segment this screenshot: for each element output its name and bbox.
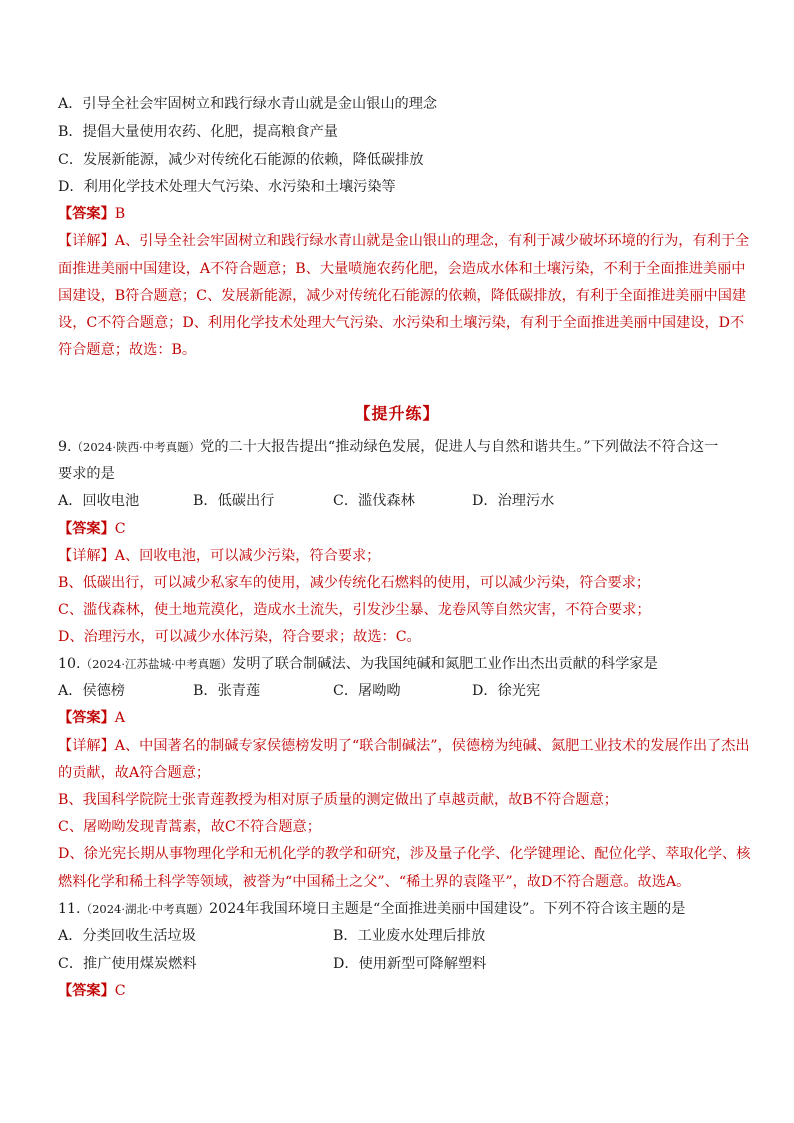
- q8-detail-line: 面推进美丽中国建设，A不符合题意；B、大量喷施农药化肥，会造成水体和土壤污染，不利于全面推进美丽中: [58, 261, 746, 277]
- answer-tag: 【答案】: [58, 983, 115, 999]
- q10-detail-line: 燃料化学和稀土科学等领域，被誉为“中国稀土之父”、“稀土界的袁隆平”，故D不符合题意。故选A。: [58, 874, 691, 890]
- question-number: 9.: [58, 439, 72, 455]
- answer-value: C: [114, 521, 126, 537]
- answer-tag: 【答案】: [58, 521, 115, 537]
- q9-option-b: B．低碳出行: [193, 493, 275, 509]
- question-number: 11.: [58, 901, 81, 917]
- q9-answer: [58, 520, 126, 538]
- q10-stem: [58, 655, 658, 673]
- q10-detail-line: 的贡献，故A符合题意；: [58, 765, 211, 781]
- q10-option-a: A．侯德榜: [58, 683, 125, 699]
- q8-answer: [58, 205, 125, 223]
- q9-detail-line: B、低碳出行，可以减少私家车的使用，减少传统化石燃料的使用，可以减少污染，符合要求；: [58, 575, 651, 591]
- question-stem: 2024年我国环境日主题是“全面推进美丽中国建设”。下列不符合该主题的是: [209, 901, 686, 917]
- q10-answer: [58, 709, 125, 727]
- q9-detail-line: D、治理污水，可以减少水体污染，符合要求；故选：C。: [58, 629, 421, 645]
- q9-detail-line: 【详解】A、回收电池，可以减少污染，符合要求；: [58, 548, 381, 564]
- q10-detail-line: C、屠呦呦发现青蒿素，故C不符合题意；: [58, 819, 321, 835]
- q11-option-a: A．分类回收生活垃圾: [58, 928, 196, 944]
- q10-option-b: B．张青莲: [193, 683, 261, 699]
- q9-stem-cont: 要求的是: [58, 466, 115, 482]
- q10-detail-line: B、我国科学院院士张青莲教授为相对原子质量的测定做出了卓越贡献，故B不符合题意；: [58, 792, 618, 808]
- question-source: （2024·江苏盐城·中考真题）: [80, 657, 233, 671]
- q9-stem: [58, 438, 718, 456]
- q8-option-a: A．引导全社会牢固树立和践行绿水青山就是金山银山的理念: [58, 96, 438, 112]
- section-title: 【提升练】: [354, 404, 440, 423]
- q10-detail-line: D、徐光宪长期从事物理化学和无机化学的教学和研究，涉及量子化学、化学键理论、配位化学、萃取化学、核: [58, 846, 751, 862]
- q9-option-c: C．滥伐森林: [333, 493, 415, 509]
- q9-detail-line: C、滥伐森林，使土地荒漠化，造成水土流失，引发沙尘暴、龙卷风等自然灾害，不符合要求；: [58, 602, 651, 618]
- answer-tag: 【答案】: [58, 710, 115, 726]
- q11-option-c: C．推广使用煤炭燃料: [58, 956, 197, 972]
- q11-option-b: B．工业废水处理后排放: [333, 928, 486, 944]
- q8-detail-line: 符合题意；故选：B。: [58, 342, 197, 358]
- q11-stem: [58, 900, 685, 918]
- q8-option-b: B．提倡大量使用农药、化肥，提高粮食产量: [58, 124, 338, 140]
- answer-value: B: [114, 206, 126, 222]
- q9-option-d: D．治理污水: [472, 493, 555, 509]
- answer-value: C: [114, 983, 126, 999]
- q10-detail-line: 【详解】A、中国著名的制碱专家侯德榜发明了“联合制碱法”，侯德榜为纯碱、氮肥工业技术的发展作出了杰出: [58, 738, 750, 754]
- q10-option-d: D．徐光宪: [472, 683, 541, 699]
- q11-answer: [58, 982, 126, 1000]
- q9-option-a: A．回收电池: [58, 493, 140, 509]
- q8-detail-line: 设，C不符合题意；D、利用化学技术处理大气污染、水污染和土壤污染，有利于全面推进美丽中国建设，D不: [58, 315, 745, 331]
- q8-option-c: C．发展新能源，减少对传统化石能源的依赖，降低碳排放: [58, 152, 424, 168]
- q8-option-d: D．利用化学技术处理大气污染、水污染和土壤污染等: [58, 179, 396, 195]
- q11-option-d: D．使用新型可降解塑料: [333, 956, 487, 972]
- question-source: （2024·湖北·中考真题）: [80, 902, 210, 916]
- question-number: 10.: [58, 656, 81, 672]
- answer-value: A: [114, 710, 126, 726]
- answer-tag: 【答案】: [58, 206, 115, 222]
- q8-detail-line: 国建设，B符合题意；C、发展新能源，减少对传统化石能源的依赖，降低碳排放，有利于全面推进美丽中国建: [58, 288, 747, 304]
- question-stem: 发明了联合制碱法、为我国纯碱和氮肥工业作出杰出贡献的科学家是: [232, 656, 658, 672]
- q10-option-c: C．屠呦呦: [333, 683, 401, 699]
- q8-detail-line: 【详解】A、引导全社会牢固树立和践行绿水青山就是金山银山的理念，有利于减少破坏环境的行为，有利于全: [58, 233, 750, 249]
- question-stem: 党的二十大报告提出“推动绿色发展，促进人与自然和谐共生。”下列做法不符合这一: [200, 439, 719, 455]
- question-source: （2024·陕西·中考真题）: [71, 440, 201, 454]
